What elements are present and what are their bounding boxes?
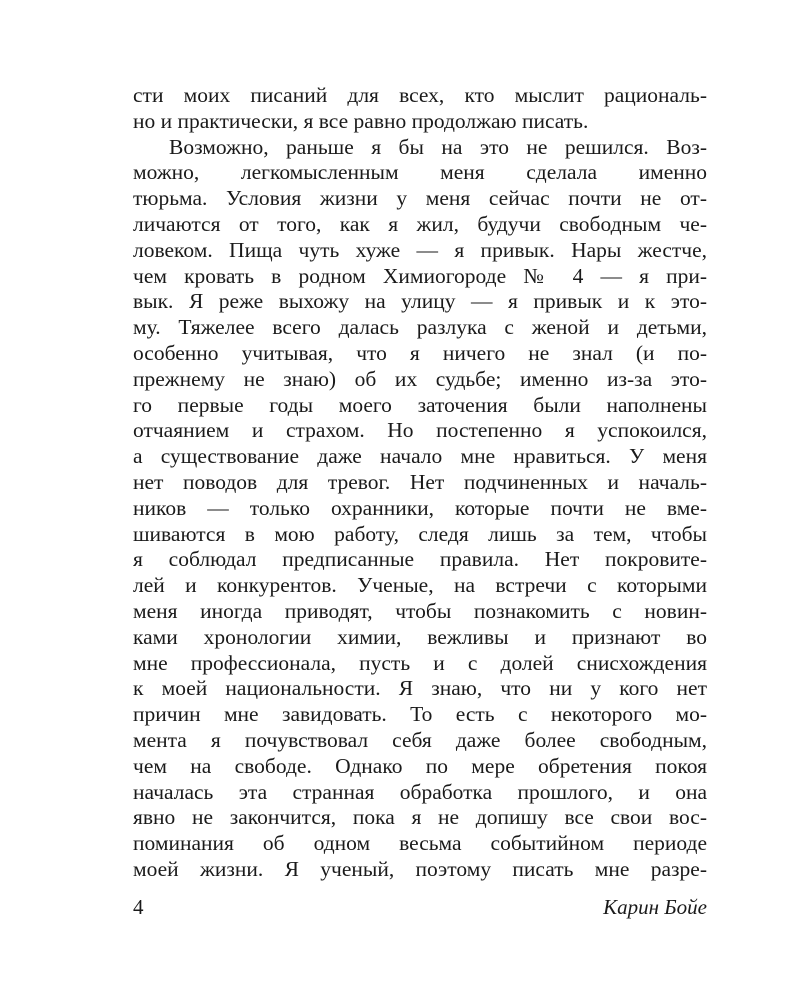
text-line: особенно учитывая, что я ничего не знал (и по- [133,340,707,365]
text-line: но и практически, я все равно продолжаю писать. [133,108,589,133]
text-line: нет поводов для тревог. Нет подчиненных и началь- [133,469,707,494]
text-line: личаются от того, как я жил, будучи свободным че- [133,211,707,236]
text-line: Возможно, раньше я бы на это не решился. Воз- [169,134,707,159]
text-line: прежнему не знаю) об их судьбе; именно из-за это- [133,366,707,391]
text-line: отчаянием и страхом. Но постепенно я успокоился, [133,418,707,443]
text-line: причин мне завидовать. То есть с некоторого мо- [133,702,707,727]
text-line: шиваются в мою работу, следя лишь за тем, чтобы [133,521,707,546]
text-line: ловеком. Пища чуть хуже — я привык. Нары жестче, [133,237,707,262]
text-line: лей и конкурентов. Ученые, на встречи с которыми [133,573,707,598]
text-line: меня иногда приводят, чтобы познакомить с новин- [133,598,707,623]
text-line: к моей национальности. Я знаю, что ни у кого нет [133,676,707,701]
text-line: а существование даже начало мне нравиться. У меня [133,444,707,469]
text-line: ников — только охранники, которые почти не вме- [133,495,707,520]
text-line: мне профессионала, пусть и с долей снисхождения [133,650,707,675]
text-line: му. Тяжелее всего далась разлука с женой и детьми, [133,315,707,340]
body-text [133,83,707,934]
text-line: ками хронологии химии, вежливы и признают во [133,624,707,649]
text-line: тюрьма. Условия жизни у меня сейчас почти не от- [133,186,707,211]
text-line: я соблюдал предписанные правила. Нет покровите- [133,547,707,572]
running-head-author: Карин Бойе [603,895,707,919]
text-line: мента я почувствовал себя даже более свободным, [133,727,707,752]
text-line: можно, легкомысленным меня сделала именно [133,160,707,185]
text-line: явно не закончится, пока я не допишу все свои вос- [133,805,707,830]
text-line: началась эта странная обработка прошлого, и она [133,779,707,804]
text-line: го первые годы моего заточения были наполнены [133,392,707,417]
text-line: чем кровать в родном Химиогороде № 4 — я при- [133,263,707,288]
text-line: сти моих писаний для всех, кто мыслит рациональ- [133,83,707,107]
page-number: 4 [133,895,144,919]
page-footer [133,893,707,921]
text-line: чем на свободе. Однако по мере обретения покоя [133,753,707,778]
text-line: моей жизни. Я ученый, поэтому писать мне разре- [133,856,707,881]
text-line: поминания об одном весьма событийном периоде [133,831,707,856]
text-line: вык. Я реже выхожу на улицу — я привык и к это- [133,289,707,314]
